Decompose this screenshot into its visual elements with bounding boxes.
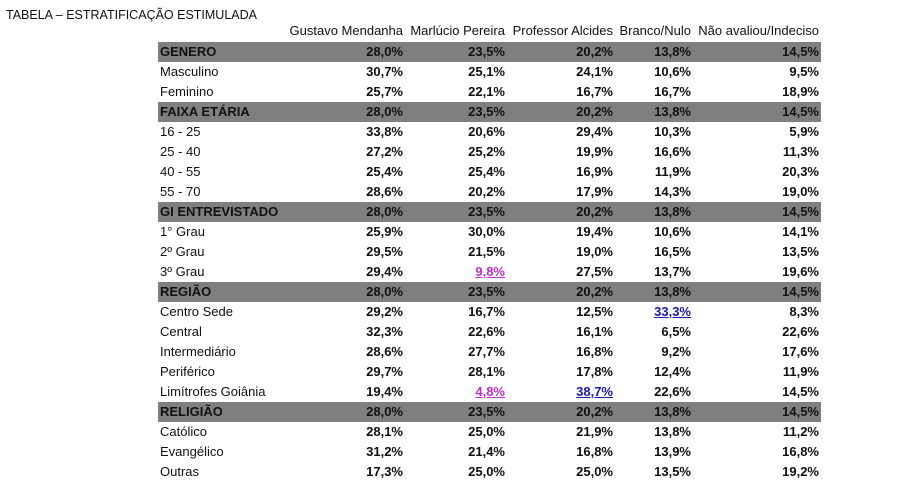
cell-text: 13,8% bbox=[654, 44, 691, 59]
cell-value bbox=[288, 342, 405, 362]
row-label: Masculino bbox=[160, 64, 219, 79]
cell-value bbox=[693, 382, 821, 402]
cell-value bbox=[507, 362, 615, 382]
cell-text: 14,3% bbox=[654, 184, 691, 199]
cell-value bbox=[405, 102, 507, 122]
stratification-table bbox=[158, 42, 821, 482]
cell-text: 27,5% bbox=[576, 264, 613, 279]
cell-text: 11,9% bbox=[654, 164, 691, 179]
row-label: 40 - 55 bbox=[160, 164, 201, 179]
cell-text: 28,0% bbox=[366, 404, 403, 419]
cell-value bbox=[615, 122, 693, 142]
row-label: Central bbox=[160, 324, 202, 339]
cell-value bbox=[288, 382, 405, 402]
cell-text: 13,8% bbox=[654, 204, 691, 219]
cell-value bbox=[507, 302, 615, 322]
table-row bbox=[158, 242, 821, 262]
cell-text: 22,6% bbox=[654, 384, 691, 399]
cell-text: 25,4% bbox=[468, 164, 505, 179]
cell-text: 29,2% bbox=[366, 304, 403, 319]
row-label: 3º Grau bbox=[160, 264, 205, 279]
cell-text: 21,9% bbox=[576, 424, 613, 439]
cell-value bbox=[405, 422, 507, 442]
cell-text: 25,9% bbox=[366, 224, 403, 239]
row-label: Feminino bbox=[160, 84, 214, 99]
row-label: GI ENTREVISTADO bbox=[160, 204, 279, 219]
cell-text: 8,3% bbox=[789, 304, 819, 319]
cell-value bbox=[405, 302, 507, 322]
cell-text: 30,0% bbox=[468, 224, 505, 239]
cell-text: 23,5% bbox=[468, 404, 505, 419]
table-row bbox=[158, 162, 821, 182]
cell-text: 31,2% bbox=[366, 444, 403, 459]
cell-text: 13,5% bbox=[782, 244, 819, 259]
cell-value bbox=[693, 282, 821, 302]
cell-value bbox=[507, 162, 615, 182]
cell-text: 9,5% bbox=[789, 64, 819, 79]
cell-text: 16,7% bbox=[654, 84, 691, 99]
table-row bbox=[158, 122, 821, 142]
cell-value bbox=[405, 362, 507, 382]
column-header: Branco/Nulo bbox=[619, 23, 691, 38]
cell-text: 19,6% bbox=[782, 264, 819, 279]
table-row bbox=[158, 382, 821, 402]
cell-text: 20,2% bbox=[468, 184, 505, 199]
cell-value bbox=[405, 162, 507, 182]
cell-value bbox=[288, 422, 405, 442]
cell-text: 4,8% bbox=[475, 384, 505, 399]
cell-text: 21,5% bbox=[468, 244, 505, 259]
cell-value bbox=[693, 62, 821, 82]
cell-text: 25,2% bbox=[468, 144, 505, 159]
cell-text: 16,8% bbox=[576, 444, 613, 459]
cell-value bbox=[507, 202, 615, 222]
cell-value bbox=[507, 42, 615, 62]
cell-text: 23,5% bbox=[468, 44, 505, 59]
row-label: RELIGIÃO bbox=[160, 404, 223, 419]
cell-value bbox=[288, 202, 405, 222]
cell-value bbox=[693, 322, 821, 342]
row-label: Intermediário bbox=[160, 344, 236, 359]
cell-text: 21,4% bbox=[468, 444, 505, 459]
cell-text: 16,9% bbox=[576, 164, 613, 179]
cell-value bbox=[615, 202, 693, 222]
table-row bbox=[158, 262, 821, 282]
cell-value bbox=[405, 382, 507, 402]
table-row bbox=[158, 422, 821, 442]
cell-text: 22,1% bbox=[468, 84, 505, 99]
cell-value bbox=[615, 322, 693, 342]
cell-value bbox=[615, 222, 693, 242]
cell-value bbox=[693, 142, 821, 162]
header-spacer bbox=[158, 23, 288, 38]
cell-value bbox=[693, 402, 821, 422]
cell-text: 14,5% bbox=[782, 384, 819, 399]
cell-text: 10,3% bbox=[654, 124, 691, 139]
cell-text: 13,8% bbox=[654, 104, 691, 119]
cell-text: 14,1% bbox=[782, 224, 819, 239]
cell-text: 28,0% bbox=[366, 284, 403, 299]
cell-value bbox=[615, 142, 693, 162]
cell-text: 20,2% bbox=[576, 44, 613, 59]
cell-value bbox=[615, 362, 693, 382]
row-label: Periférico bbox=[160, 364, 215, 379]
cell-value bbox=[405, 62, 507, 82]
row-label: 16 - 25 bbox=[160, 124, 201, 139]
cell-value bbox=[693, 182, 821, 202]
cell-value bbox=[288, 462, 405, 482]
cell-text: 19,2% bbox=[782, 464, 819, 479]
section-row bbox=[158, 282, 821, 302]
cell-text: 29,4% bbox=[366, 264, 403, 279]
cell-value bbox=[288, 262, 405, 282]
cell-value bbox=[288, 82, 405, 102]
cell-value bbox=[693, 362, 821, 382]
column-header: Não avaliou/Indeciso bbox=[698, 23, 819, 38]
cell-value bbox=[693, 162, 821, 182]
row-label: Evangélico bbox=[160, 444, 224, 459]
cell-text: 12,4% bbox=[654, 364, 691, 379]
cell-text: 25,1% bbox=[468, 64, 505, 79]
cell-value bbox=[615, 382, 693, 402]
cell-value bbox=[288, 242, 405, 262]
cell-value bbox=[405, 222, 507, 242]
cell-value bbox=[288, 62, 405, 82]
cell-value bbox=[693, 42, 821, 62]
cell-text: 13,5% bbox=[654, 464, 691, 479]
cell-value bbox=[288, 42, 405, 62]
cell-value bbox=[507, 242, 615, 262]
cell-value bbox=[693, 302, 821, 322]
cell-text: 38,7% bbox=[576, 384, 613, 399]
table-row bbox=[158, 362, 821, 382]
cell-value bbox=[693, 122, 821, 142]
cell-text: 14,5% bbox=[782, 404, 819, 419]
cell-text: 16,8% bbox=[576, 344, 613, 359]
cell-value bbox=[615, 182, 693, 202]
cell-text: 19,4% bbox=[366, 384, 403, 399]
cell-text: 28,1% bbox=[366, 424, 403, 439]
cell-text: 13,8% bbox=[654, 404, 691, 419]
row-label: 25 - 40 bbox=[160, 144, 201, 159]
cell-text: 20,2% bbox=[576, 204, 613, 219]
section-row bbox=[158, 402, 821, 422]
cell-text: 25,4% bbox=[366, 164, 403, 179]
column-header: Gustavo Mendanha bbox=[289, 23, 403, 38]
cell-text: 13,8% bbox=[654, 284, 691, 299]
cell-value bbox=[693, 462, 821, 482]
cell-text: 16,7% bbox=[576, 84, 613, 99]
table-row bbox=[158, 322, 821, 342]
cell-value bbox=[507, 382, 615, 402]
cell-value bbox=[405, 242, 507, 262]
cell-text: 16,6% bbox=[654, 144, 691, 159]
cell-value bbox=[507, 182, 615, 202]
cell-value bbox=[405, 82, 507, 102]
table-row bbox=[158, 302, 821, 322]
cell-text: 29,7% bbox=[366, 364, 403, 379]
cell-value bbox=[288, 222, 405, 242]
section-row bbox=[158, 102, 821, 122]
cell-text: 11,3% bbox=[782, 144, 819, 159]
cell-value bbox=[615, 402, 693, 422]
column-header: Marlúcio Pereira bbox=[410, 23, 505, 38]
cell-text: 29,4% bbox=[576, 124, 613, 139]
cell-text: 16,1% bbox=[576, 324, 613, 339]
cell-value bbox=[405, 262, 507, 282]
cell-value bbox=[615, 442, 693, 462]
cell-text: 33,8% bbox=[366, 124, 403, 139]
cell-text: 14,5% bbox=[782, 204, 819, 219]
cell-text: 13,7% bbox=[654, 264, 691, 279]
cell-text: 11,2% bbox=[782, 424, 819, 439]
cell-value bbox=[507, 402, 615, 422]
cell-value bbox=[405, 182, 507, 202]
cell-text: 14,5% bbox=[782, 44, 819, 59]
cell-text: 17,3% bbox=[366, 464, 403, 479]
row-label: Centro Sede bbox=[160, 304, 233, 319]
cell-value bbox=[507, 342, 615, 362]
cell-value bbox=[405, 322, 507, 342]
cell-value bbox=[693, 202, 821, 222]
cell-text: 23,5% bbox=[468, 284, 505, 299]
cell-value bbox=[288, 182, 405, 202]
table-row bbox=[158, 82, 821, 102]
cell-text: 33,3% bbox=[654, 304, 691, 319]
cell-value bbox=[405, 462, 507, 482]
cell-text: 28,6% bbox=[366, 344, 403, 359]
cell-text: 19,9% bbox=[576, 144, 613, 159]
cell-text: 32,3% bbox=[366, 324, 403, 339]
cell-value bbox=[615, 302, 693, 322]
cell-text: 30,7% bbox=[366, 64, 403, 79]
cell-text: 25,0% bbox=[576, 464, 613, 479]
cell-value bbox=[288, 102, 405, 122]
cell-text: 19,4% bbox=[576, 224, 613, 239]
cell-text: 20,2% bbox=[576, 284, 613, 299]
cell-value bbox=[693, 82, 821, 102]
cell-text: 13,8% bbox=[654, 424, 691, 439]
cell-text: 25,0% bbox=[468, 464, 505, 479]
cell-value bbox=[507, 262, 615, 282]
cell-value bbox=[288, 322, 405, 342]
row-label: 1° Grau bbox=[160, 224, 205, 239]
cell-text: 28,1% bbox=[468, 364, 505, 379]
cell-value bbox=[615, 82, 693, 102]
section-row bbox=[158, 42, 821, 62]
cell-text: 14,5% bbox=[782, 104, 819, 119]
row-label: 55 - 70 bbox=[160, 184, 201, 199]
cell-text: 27,7% bbox=[468, 344, 505, 359]
cell-text: 20,6% bbox=[468, 124, 505, 139]
cell-text: 28,6% bbox=[366, 184, 403, 199]
cell-value bbox=[507, 222, 615, 242]
cell-value bbox=[405, 402, 507, 422]
cell-value bbox=[288, 302, 405, 322]
cell-text: 28,0% bbox=[366, 204, 403, 219]
cell-value bbox=[507, 62, 615, 82]
cell-value bbox=[615, 162, 693, 182]
cell-text: 5,9% bbox=[789, 124, 819, 139]
cell-value bbox=[405, 142, 507, 162]
cell-value bbox=[507, 422, 615, 442]
cell-value bbox=[507, 82, 615, 102]
row-label: Católico bbox=[160, 424, 207, 439]
cell-text: 9,2% bbox=[661, 344, 691, 359]
cell-value bbox=[693, 422, 821, 442]
cell-text: 18,9% bbox=[782, 84, 819, 99]
table-title: TABELA – ESTRATIFICAÇÃO ESTIMULADA bbox=[6, 8, 257, 22]
cell-text: 11,9% bbox=[782, 364, 819, 379]
cell-text: 22,6% bbox=[468, 324, 505, 339]
cell-text: 20,2% bbox=[576, 104, 613, 119]
cell-value bbox=[288, 402, 405, 422]
cell-text: 28,0% bbox=[366, 44, 403, 59]
cell-value bbox=[405, 282, 507, 302]
table-row bbox=[158, 342, 821, 362]
cell-text: 17,8% bbox=[576, 364, 613, 379]
cell-text: 6,5% bbox=[661, 324, 691, 339]
table-row bbox=[158, 182, 821, 202]
row-label: Outras bbox=[160, 464, 200, 479]
cell-value bbox=[405, 442, 507, 462]
column-headers bbox=[158, 23, 821, 38]
cell-text: 25,0% bbox=[468, 424, 505, 439]
section-row bbox=[158, 202, 821, 222]
cell-value bbox=[405, 42, 507, 62]
cell-text: 22,6% bbox=[782, 324, 819, 339]
cell-text: 10,6% bbox=[654, 64, 691, 79]
cell-text: 10,6% bbox=[654, 224, 691, 239]
cell-value bbox=[405, 122, 507, 142]
cell-text: 13,9% bbox=[654, 444, 691, 459]
table-row bbox=[158, 442, 821, 462]
cell-value bbox=[288, 442, 405, 462]
cell-value bbox=[507, 102, 615, 122]
cell-value bbox=[693, 342, 821, 362]
cell-value bbox=[507, 142, 615, 162]
cell-text: 23,5% bbox=[468, 204, 505, 219]
cell-value bbox=[507, 282, 615, 302]
cell-value bbox=[507, 442, 615, 462]
cell-text: 19,0% bbox=[576, 244, 613, 259]
table-row bbox=[158, 142, 821, 162]
cell-text: 20,2% bbox=[576, 404, 613, 419]
cell-text: 17,9% bbox=[576, 184, 613, 199]
cell-value bbox=[288, 142, 405, 162]
cell-text: 25,7% bbox=[366, 84, 403, 99]
cell-text: 17,6% bbox=[782, 344, 819, 359]
cell-value bbox=[615, 342, 693, 362]
cell-value bbox=[615, 262, 693, 282]
cell-text: 29,5% bbox=[366, 244, 403, 259]
cell-text: 19,0% bbox=[782, 184, 819, 199]
cell-value bbox=[615, 242, 693, 262]
cell-value bbox=[615, 462, 693, 482]
cell-value bbox=[405, 342, 507, 362]
cell-value bbox=[507, 462, 615, 482]
cell-value bbox=[615, 42, 693, 62]
row-label: FAIXA ETÁRIA bbox=[160, 104, 250, 119]
cell-value bbox=[288, 282, 405, 302]
cell-value bbox=[507, 122, 615, 142]
cell-text: 9,8% bbox=[475, 264, 505, 279]
cell-text: 16,8% bbox=[782, 444, 819, 459]
cell-value bbox=[693, 262, 821, 282]
cell-value bbox=[288, 122, 405, 142]
cell-value bbox=[615, 422, 693, 442]
row-label: REGIÃO bbox=[160, 284, 212, 299]
cell-value bbox=[693, 102, 821, 122]
cell-text: 12,5% bbox=[576, 304, 613, 319]
cell-text: 23,5% bbox=[468, 104, 505, 119]
cell-value bbox=[288, 162, 405, 182]
cell-text: 16,5% bbox=[654, 244, 691, 259]
table-row bbox=[158, 462, 821, 482]
row-label: GENERO bbox=[160, 44, 217, 59]
table-row bbox=[158, 62, 821, 82]
row-label: 2º Grau bbox=[160, 244, 205, 259]
cell-text: 24,1% bbox=[576, 64, 613, 79]
table-row bbox=[158, 222, 821, 242]
cell-text: 14,5% bbox=[782, 284, 819, 299]
cell-value bbox=[405, 202, 507, 222]
cell-value bbox=[693, 222, 821, 242]
cell-value bbox=[615, 102, 693, 122]
cell-value bbox=[615, 62, 693, 82]
cell-value bbox=[615, 282, 693, 302]
column-header: Professor Alcides bbox=[512, 23, 613, 38]
cell-text: 28,0% bbox=[366, 104, 403, 119]
cell-value bbox=[507, 322, 615, 342]
row-label: Limítrofes Goiânia bbox=[160, 384, 266, 399]
cell-value bbox=[693, 242, 821, 262]
cell-text: 20,3% bbox=[782, 164, 819, 179]
cell-text: 27,2% bbox=[366, 144, 403, 159]
cell-value bbox=[288, 362, 405, 382]
cell-value bbox=[693, 442, 821, 462]
cell-text: 16,7% bbox=[468, 304, 505, 319]
